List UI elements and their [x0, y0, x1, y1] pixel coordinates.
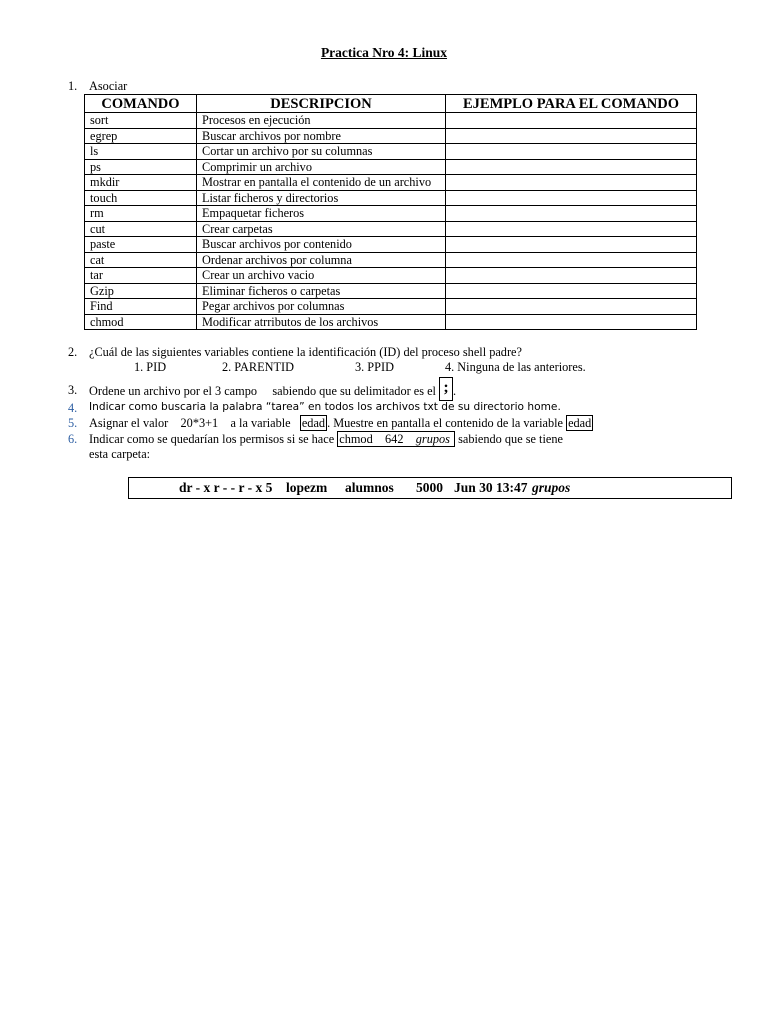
- option-1: 1. PID: [134, 360, 167, 374]
- table-row: [85, 237, 697, 253]
- command-cell: ps: [85, 159, 197, 175]
- delimiter-box: ;: [439, 377, 453, 401]
- example-cell[interactable]: [446, 283, 697, 299]
- table-row: [85, 175, 697, 191]
- question-5-text-b: a la variable: [230, 416, 291, 430]
- question-2-text: ¿Cuál de las siguientes variables contiene la identificación (ID) del proceso shell padre?: [89, 345, 522, 359]
- command-cell: tar: [85, 268, 197, 284]
- description-cell: Listar ficheros y directorios: [197, 190, 446, 206]
- header-ejemplo: EJEMPLO PARA EL COMANDO: [446, 95, 697, 113]
- table-row: [85, 268, 697, 284]
- question-5-number: 5.: [68, 416, 78, 430]
- description-cell: Buscar archivos por nombre: [197, 128, 446, 144]
- table-row: [85, 190, 697, 206]
- question-4-number: 4.: [68, 401, 78, 415]
- variable-name-box-2: edad: [568, 416, 592, 430]
- command-cell: Gzip: [85, 283, 197, 299]
- example-cell[interactable]: [446, 128, 697, 144]
- example-cell[interactable]: [446, 190, 697, 206]
- question-6-number: 6.: [68, 432, 78, 446]
- listing-group: alumnos: [345, 480, 394, 495]
- question-2-number: 2.: [68, 345, 78, 359]
- table-row: [85, 144, 697, 160]
- description-cell: Buscar archivos por contenido: [197, 237, 446, 253]
- command-cell: rm: [85, 206, 197, 222]
- table-row: [85, 252, 697, 268]
- example-cell[interactable]: [446, 144, 697, 160]
- question-3-text: [89, 379, 457, 401]
- listing-date: Jun 30 13:47: [454, 480, 528, 495]
- command-cell: touch: [85, 190, 197, 206]
- table-row: [85, 128, 697, 144]
- question-6-text-b: sabiendo que se tiene: [458, 432, 563, 446]
- header-comando: COMANDO: [85, 95, 197, 113]
- question-1-number: 1.: [68, 79, 78, 93]
- example-cell[interactable]: [446, 113, 697, 129]
- example-cell[interactable]: [446, 252, 697, 268]
- command-cell: cat: [85, 252, 197, 268]
- description-cell: Comprimir un archivo: [197, 159, 446, 175]
- command-cell: chmod: [85, 314, 197, 330]
- command-cell: paste: [85, 237, 197, 253]
- listing-size: 5000: [416, 480, 443, 495]
- description-cell: Empaquetar ficheros: [197, 206, 446, 222]
- example-cell[interactable]: [446, 268, 697, 284]
- header-descripcion: DESCRIPCION: [197, 95, 446, 113]
- option-4: 4. Ninguna de las anteriores.: [445, 360, 586, 374]
- description-cell: Pegar archivos por columnas: [197, 299, 446, 315]
- command-cell: ls: [85, 144, 197, 160]
- assigned-value: 20*3+1: [180, 416, 219, 430]
- command-cell: cut: [85, 221, 197, 237]
- command-cell: mkdir: [85, 175, 197, 191]
- table-row: [85, 221, 697, 237]
- description-cell: Crear carpetas: [197, 221, 446, 237]
- command-cell: sort: [85, 113, 197, 129]
- chmod-target: grupos: [415, 432, 450, 446]
- question-3-text-b: sabiendo que su delimitador es el: [272, 383, 436, 398]
- question-6-text: [89, 432, 563, 447]
- description-cell: Crear un archivo vacio: [197, 268, 446, 284]
- directory-listing-box: [128, 477, 732, 499]
- example-cell[interactable]: [446, 175, 697, 191]
- question-6-text-c: esta carpeta:: [89, 447, 151, 461]
- description-cell: Cortar un archivo por su columnas: [197, 144, 446, 160]
- example-cell[interactable]: [446, 314, 697, 330]
- question-6-text-a: Indicar como se quedarían los permisos si se hace: [89, 432, 335, 446]
- example-cell[interactable]: [446, 159, 697, 175]
- listing-permissions: dr - x r - - r - x 5: [179, 480, 273, 495]
- example-cell[interactable]: [446, 206, 697, 222]
- table-row: [85, 113, 697, 129]
- example-cell[interactable]: [446, 237, 697, 253]
- question-3-number: 3.: [68, 383, 78, 397]
- description-cell: Procesos en ejecución: [197, 113, 446, 129]
- table-row: [85, 314, 697, 330]
- example-cell[interactable]: [446, 221, 697, 237]
- table-row: [85, 299, 697, 315]
- command-cell: Find: [85, 299, 197, 315]
- variable-name-box: edad: [301, 416, 326, 430]
- option-3: 3. PPID: [355, 360, 394, 374]
- example-cell[interactable]: [446, 299, 697, 315]
- chmod-mode: 642: [385, 432, 404, 446]
- command-cell: egrep: [85, 128, 197, 144]
- option-2: 2. PARENTID: [222, 360, 294, 374]
- description-cell: Modificar atrributos de los archivos: [197, 314, 446, 330]
- description-cell: Mostrar en pantalla el contenido de un archivo: [197, 175, 446, 191]
- listing-owner: lopezm: [286, 480, 328, 495]
- question-1-text: Asociar: [89, 79, 128, 93]
- table-header-row: [85, 95, 697, 113]
- listing-name: grupos: [532, 480, 571, 495]
- chmod-command-box: [337, 431, 455, 447]
- question-3-end: .: [453, 383, 457, 398]
- table-row: [85, 159, 697, 175]
- question-5-text-a: Asignar el valor: [89, 416, 169, 430]
- question-4-text: Indicar como buscaria la palabra “tarea” en todos los archivos txt de su directorio home.: [89, 401, 561, 413]
- question-5-text: [89, 416, 593, 431]
- page-title: Practica Nro 4: Linux: [320, 45, 448, 60]
- commands-table: [84, 94, 697, 330]
- description-cell: Eliminar ficheros o carpetas: [197, 283, 446, 299]
- question-3-text-a: Ordene un archivo por el 3 campo: [89, 383, 257, 398]
- chmod-cmd: chmod: [339, 432, 373, 446]
- description-cell: Ordenar archivos por columna: [197, 252, 446, 268]
- table-row: [85, 283, 697, 299]
- table-row: [85, 206, 697, 222]
- question-5-text-c: . Muestre en pantalla el contenido de la variable: [327, 416, 563, 430]
